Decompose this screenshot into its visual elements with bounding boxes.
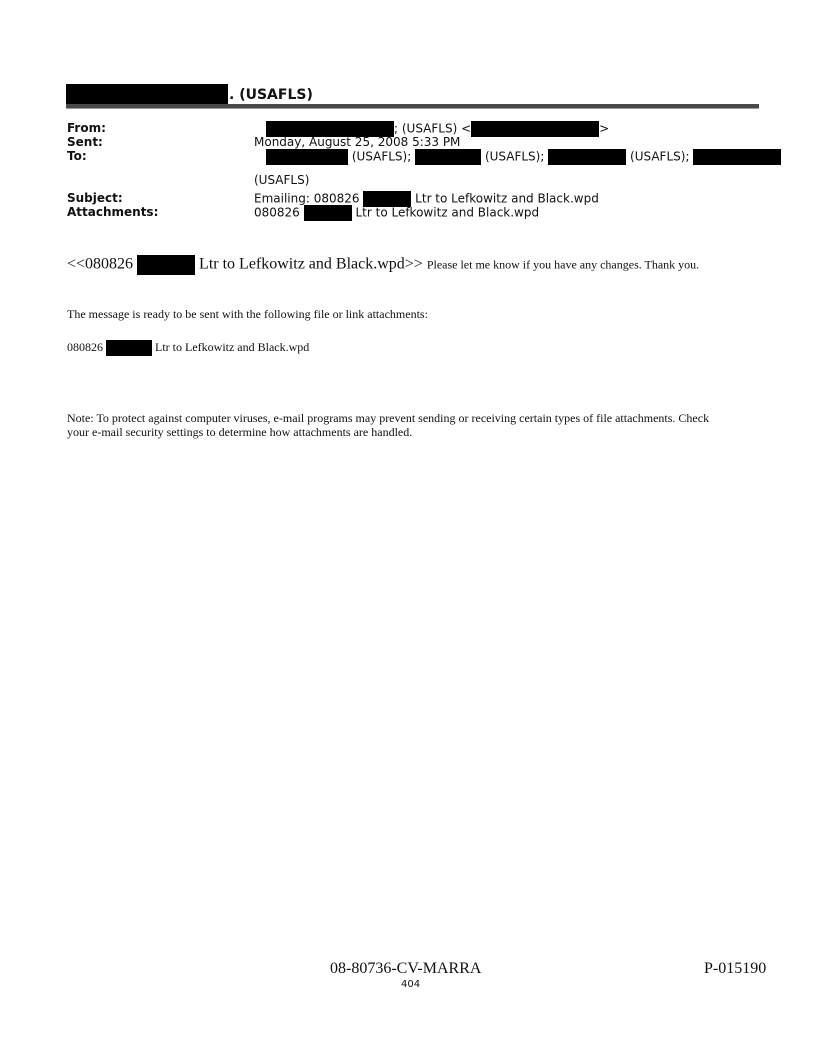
file-line: [67, 340, 309, 356]
sent-value: Monday, August 25, 2008 5:33 PM: [254, 135, 461, 149]
redaction-box: [266, 149, 348, 165]
ready-line: The message is ready to be sent with the following file or link attachments:: [67, 307, 428, 321]
from-value-end: >: [599, 121, 610, 136]
title-divider-shadow: [66, 108, 759, 109]
subject-prefix: Emailing: 080826: [254, 191, 360, 206]
redaction-box: [137, 255, 195, 275]
subject-label: Subject:: [67, 191, 123, 205]
attachment-message-line: [67, 255, 699, 275]
attachment-link-suffix[interactable]: Ltr to Lefkowitz and Black.wpd>>: [199, 255, 423, 273]
attachment-suffix: Ltr to Lefkowitz and Black.wpd: [355, 205, 540, 220]
redaction-box: [415, 149, 481, 165]
attachment-link-prefix: <<080826: [67, 255, 134, 273]
page-number: 404: [401, 979, 421, 990]
attachment-prefix: 080826: [254, 205, 300, 220]
case-number: 08-80736-CV-MARRA: [330, 960, 482, 977]
sent-label: Sent:: [67, 135, 103, 149]
from-label: From:: [67, 121, 106, 135]
redaction-box: [471, 121, 599, 137]
email-title: [66, 84, 313, 106]
redaction-box: [66, 84, 228, 106]
to-recipient-2: (USAFLS);: [484, 149, 545, 164]
file-suffix: Ltr to Lefkowitz and Black.wpd: [155, 340, 310, 354]
redaction-box: [693, 149, 781, 165]
redaction-box: [106, 340, 152, 356]
to-value: [254, 149, 781, 165]
to-value-continued: (USAFLS): [254, 173, 310, 187]
file-prefix: 080826: [67, 340, 103, 354]
note-line-2: your e-mail security settings to determine how attachments are handled.: [67, 425, 413, 439]
bates-number: P-015190: [704, 960, 767, 977]
attachments-value[interactable]: [254, 205, 539, 221]
to-recipient-3: (USAFLS);: [630, 149, 690, 164]
from-value-mid: ; (USAFLS) <: [394, 121, 472, 136]
subject-suffix: Ltr to Lefkowitz and Black.wpd: [415, 191, 599, 206]
title-suffix: . (USAFLS): [229, 87, 313, 103]
to-recipient-1: (USAFLS);: [351, 149, 412, 164]
message-text: Please let me know if you have any changes. Thank you.: [426, 257, 700, 272]
note-line-1: Note: To protect against computer viruses, e-mail programs may prevent sending or receiving certain types of file attachments. Check: [67, 411, 710, 425]
attachments-label: Attachments:: [67, 205, 159, 219]
redaction-box: [304, 205, 352, 221]
redaction-box: [548, 149, 626, 165]
to-label: To:: [67, 149, 87, 163]
